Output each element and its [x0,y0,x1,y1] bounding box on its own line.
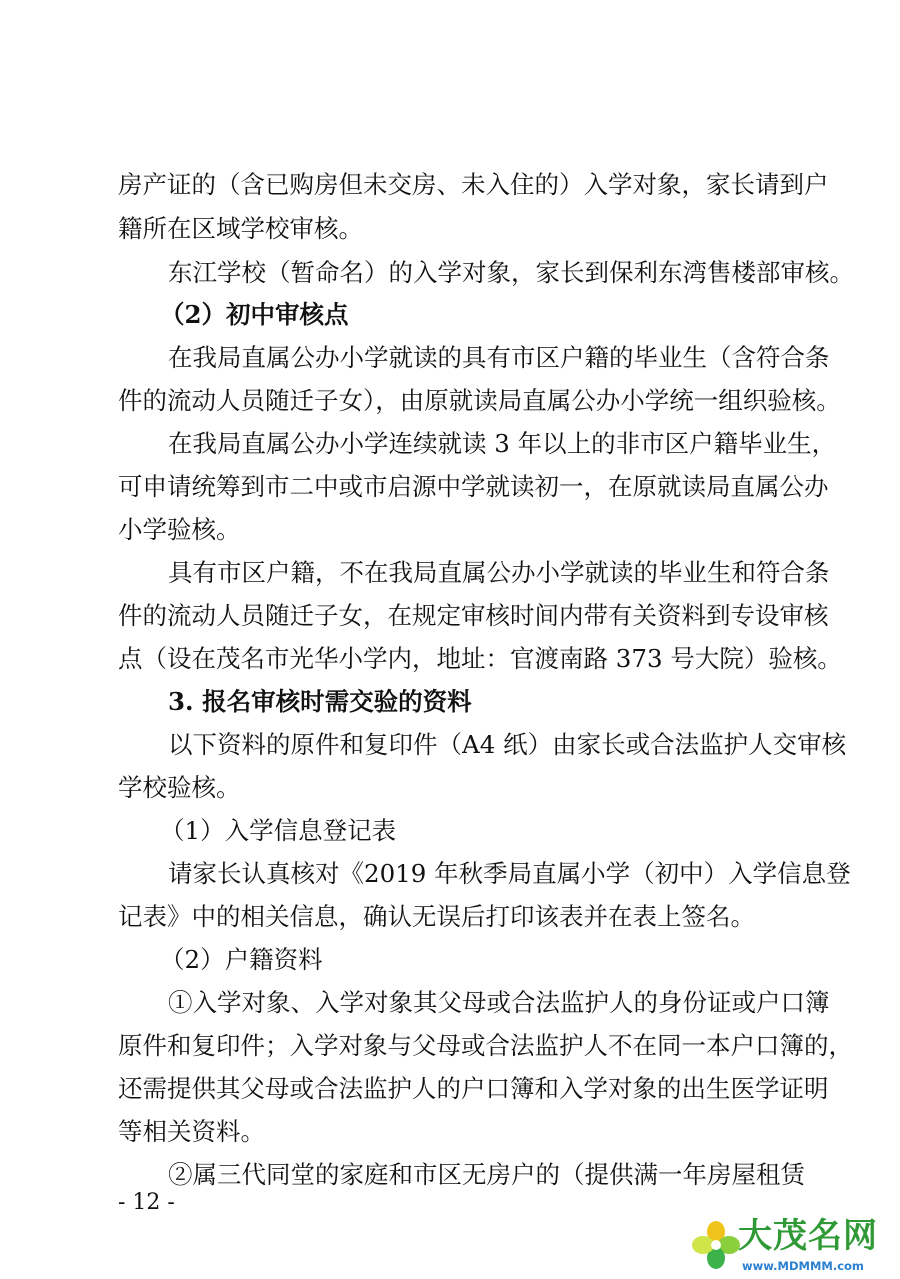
logo-name: 大茂名网 [738,1216,878,1256]
body-line: 可申请统筹到市二中或市启源中学就读初一，在原就读局直属公办 [118,472,829,501]
body-line: ①入学对象、入学对象其父母或合法监护人的身份证或户口簿 [168,988,830,1017]
section-heading: （2）初中审核点 [160,300,349,329]
body-line: 具有市区户籍，不在我局直属公办小学就读的毕业生和符合条 [168,558,830,587]
clover-icon [690,1219,742,1271]
section-heading: 3. 报名审核时需交验的资料 [168,687,472,716]
page-number: - 12 - [118,1190,175,1215]
logo-url: www.MDMMM.com [742,1259,864,1273]
body-line: 记表》中的相关信息，确认无误后打印该表并在表上签名。 [118,902,755,931]
body-line: 小学验核。 [118,515,241,544]
body-line: 在我局直属公办小学就读的具有市区户籍的毕业生（含符合条 [168,343,830,372]
subsection-heading: （1）入学信息登记表 [160,816,397,845]
body-line: 点（设在茂名市光华小学内，地址：官渡南路 373 号大院）验核。 [118,644,842,673]
site-logo [690,1215,900,1279]
body-line: 件的流动人员随迁子女），由原就读局直属公办小学统一组织验核。 [118,386,841,415]
body-line: 请家长认真核对《2019 年秋季局直属小学（初中）入学信息登 [168,859,851,888]
body-line: 房产证的（含已购房但未交房、未入住的）入学对象，家长请到户 [118,170,829,199]
subsection-heading: （2）户籍资料 [160,945,323,974]
body-line: 还需提供其父母或合法监护人的户口簿和入学对象的出生医学证明 [118,1074,829,1103]
body-line: 籍所在区域学校审核。 [118,214,363,243]
body-line: 在我局直属公办小学连续就读 3 年以上的非市区户籍毕业生， [168,429,837,458]
body-line: 原件和复印件；入学对象与父母或合法监护人不在同一本户口簿的， [118,1031,853,1060]
body-line: 等相关资料。 [118,1117,265,1146]
body-line: 学校验核。 [118,773,241,802]
body-line: 东江学校（暂命名）的入学对象，家长到保利东湾售楼部审核。 [168,258,854,287]
body-line: 件的流动人员随迁子女，在规定审核时间内带有关资料到专设审核 [118,601,829,630]
body-line: 以下资料的原件和复印件（A4 纸）由家长或合法监护人交审核 [168,730,847,759]
body-line: ②属三代同堂的家庭和市区无房户的（提供满一年房屋租赁 [168,1160,805,1189]
